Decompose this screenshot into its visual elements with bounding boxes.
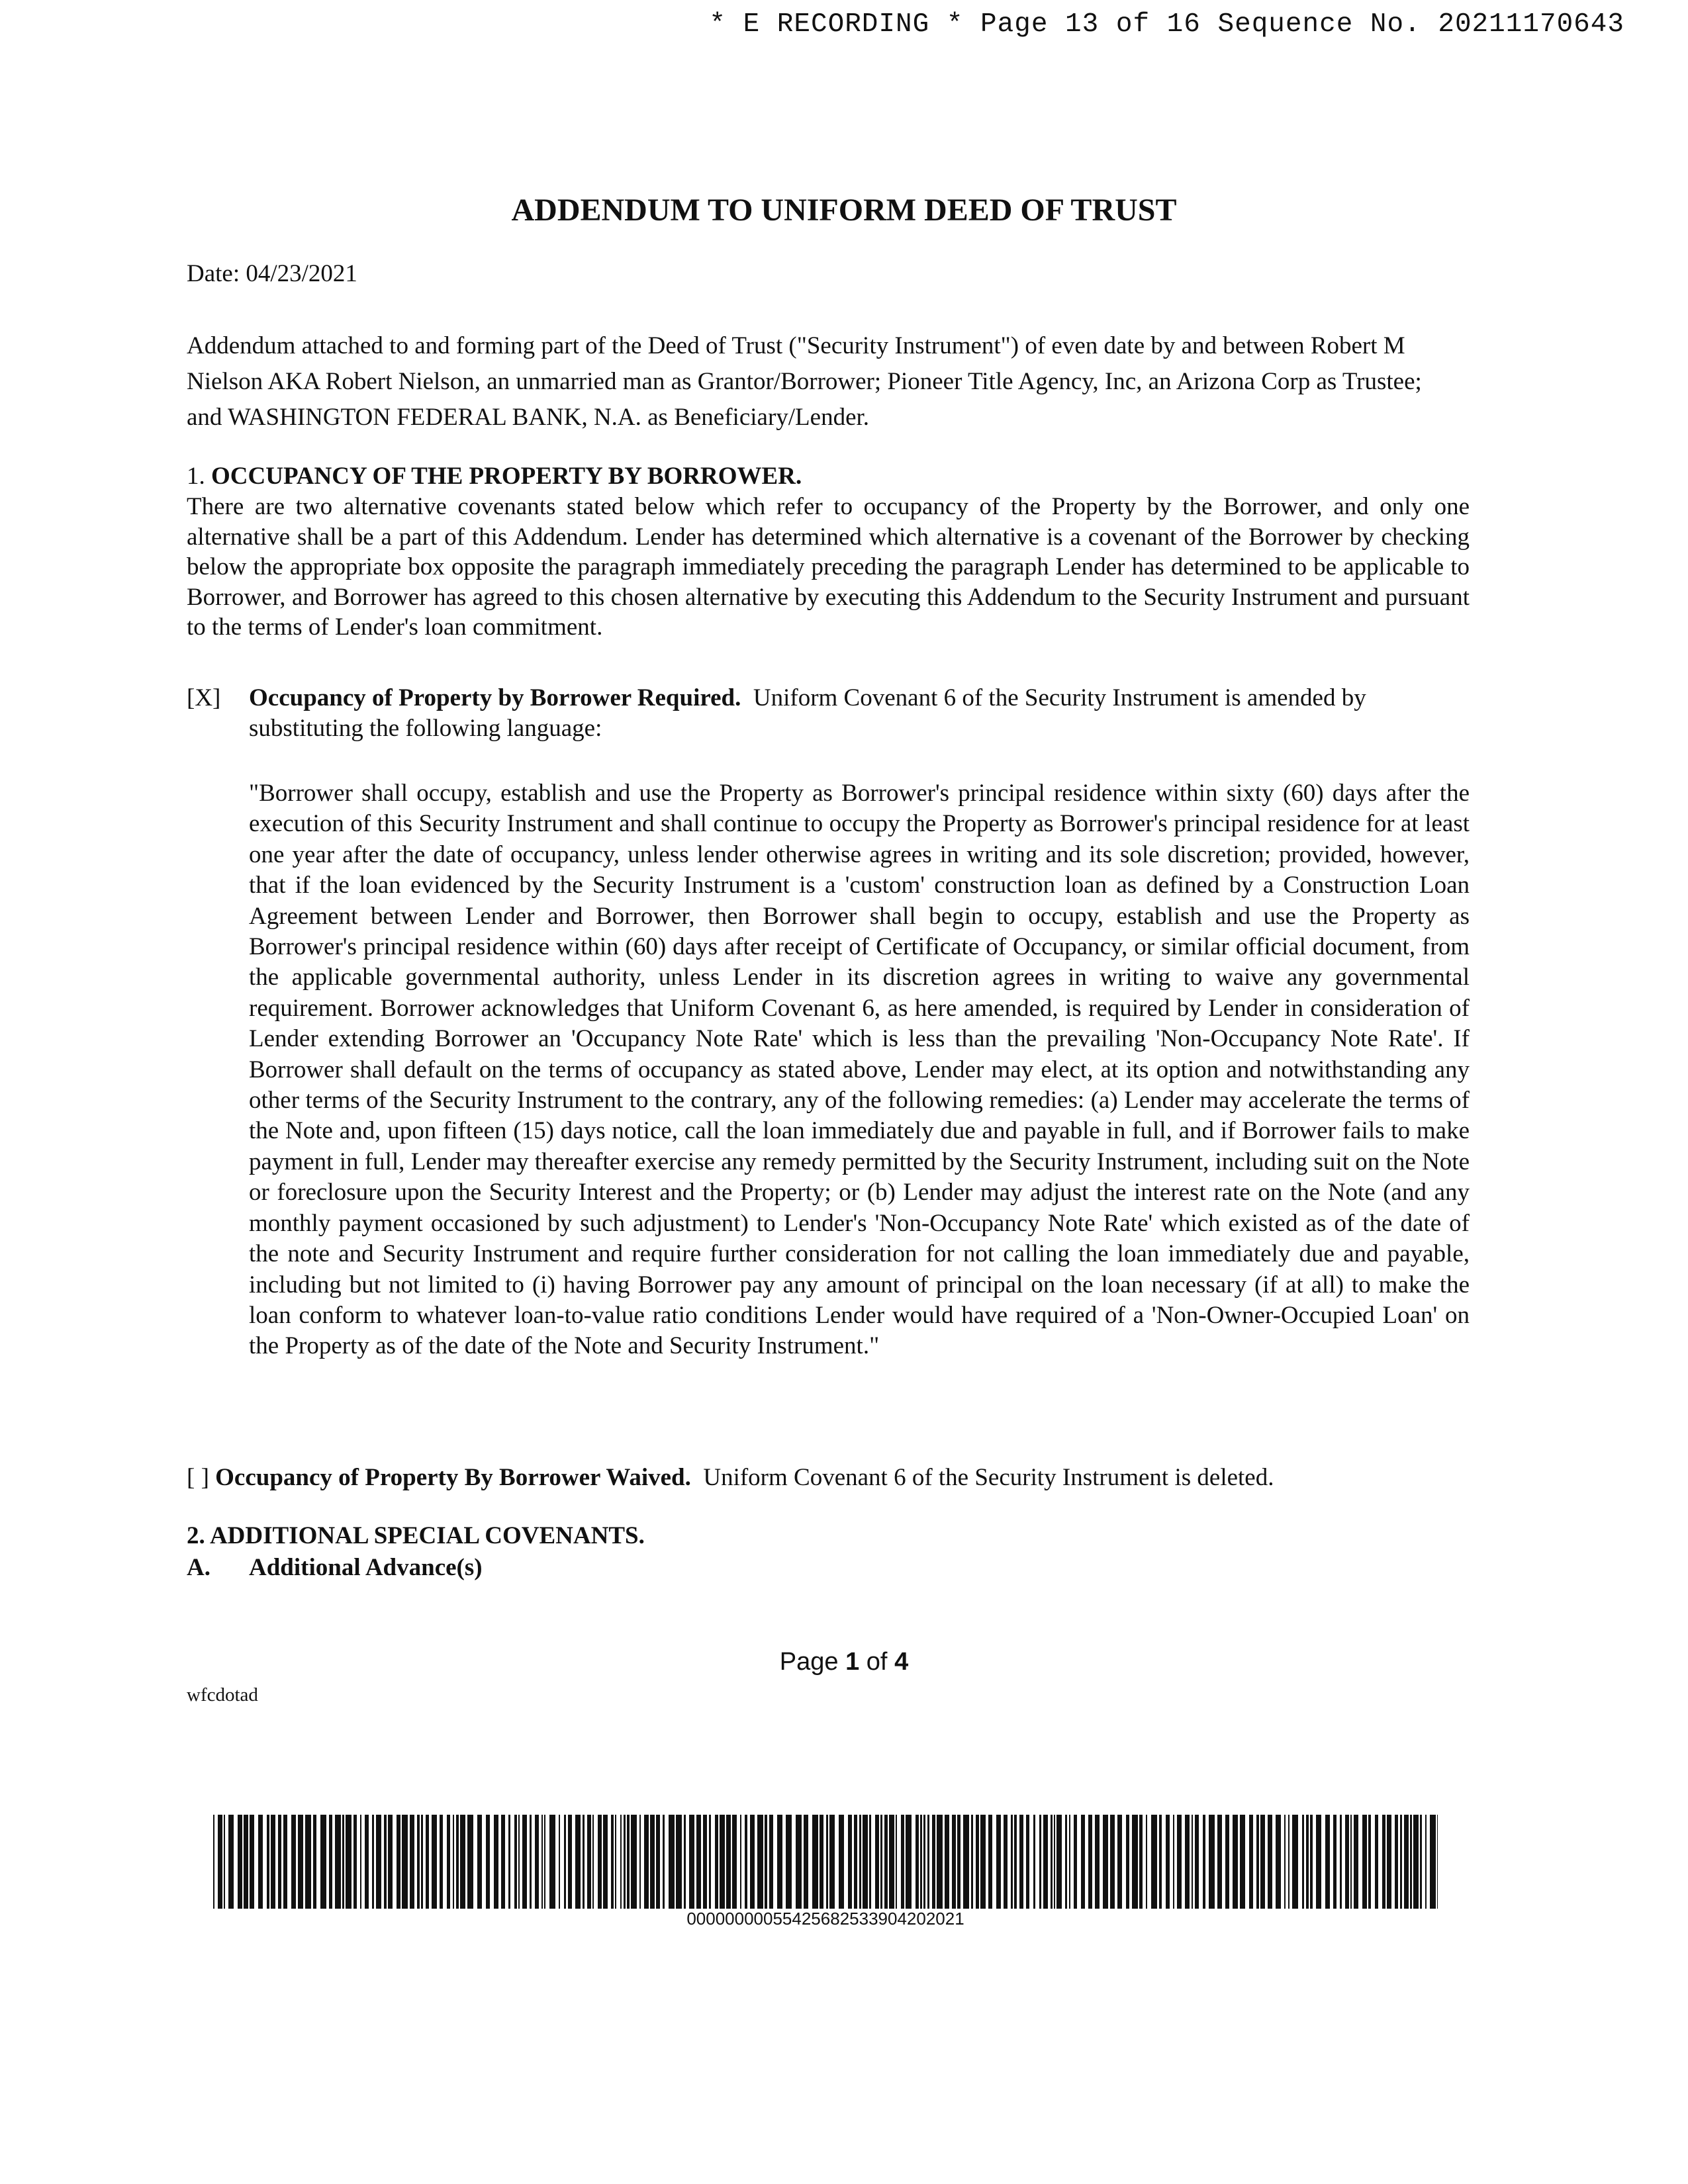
barcode-bar	[1081, 1815, 1085, 1909]
barcode-bar	[477, 1815, 482, 1909]
barcode-bar	[1173, 1815, 1174, 1909]
barcode-bar	[1420, 1815, 1422, 1909]
barcode-bar	[1425, 1815, 1427, 1909]
barcode-bar	[530, 1815, 532, 1909]
barcode-bar	[1362, 1815, 1367, 1909]
barcode-bar	[1065, 1815, 1067, 1909]
checkbox-checked: [X]	[187, 684, 221, 711]
barcode-bar	[1268, 1815, 1272, 1909]
barcode-bar	[1413, 1815, 1419, 1909]
barcode-bar	[1033, 1815, 1035, 1909]
barcode-bar	[1043, 1815, 1048, 1909]
barcode-bar	[417, 1815, 420, 1909]
amended-covenant-quote: "Borrower shall occupy, establish and use the Property as Borrower's principal residence within sixty (60) days after the execution of this Security Instrument and shall continue to occupy the Property as Borrower's principal residence for at least one year after the date of occupancy, unless lender otherwise agrees in writing and its sole discretion; provided, however, that if the loan evidenced by the Security Instrument is a 'custom' construction loan as defined by a Construction Loan Agreement between Lender and Borrower, then Borrower shall begin to occupy, establish and use the Property as Borrower's principal residence within (60) days after receipt of Certificate of Occupancy, or similar official document, from the applicable governmental authority, unless Lender in its discretion agrees in writing to waive any governmental requirement. Borrower acknowledges that Uniform Covenant 6, as here amended, is required by Lender in consideration of Lender extending Borrower an 'Occupancy Note Rate' which is less than the prevailing 'Non-Occupancy Note Rate'. If Borrower shall default on the terms of occupancy as stated above, Lender may elect, at its option and notwithstanding any other terms of the Security Instrument to the contrary, any of the following remedies: (a) Lender may accelerate the terms of the Note and, upon fifteen (15) days notice, call the loan immediately due and payable in full, and if Borrower fails to make payment in full, Lender may thereafter exercise any remedy permitted by the Security Instrument, including suit on the Note or foreclosure upon the Security Interest and the Property; or (b) Lender may adjust the interest rate on the Note (and any monthly payment occasioned by such adjustment) to Lender's 'Non-Occupancy Note Rate' which existed as of the date of the note and Security Instrument and require further consideration for not calling the loan immediately due and payable, including but not limited to (i) having Borrower pay any amount of principal on the loan necessary (if at all) to make the loan conform to whatever loan-to-value ratio conditions Lender would have required of a 'Non-Owner-Occupied Loan' on the Property as of the date of the Note and Security Instrument."	[249, 780, 1470, 1360]
barcode-bar	[1126, 1815, 1129, 1909]
barcode-bar	[884, 1815, 888, 1909]
item-a-heading: Additional Advance(s)	[249, 1554, 483, 1581]
page-prefix: Page	[779, 1648, 839, 1676]
barcode-bar	[709, 1815, 711, 1909]
barcode-bar	[1292, 1815, 1298, 1909]
barcode-bar	[1310, 1815, 1313, 1909]
barcode-bar	[1177, 1815, 1182, 1909]
barcode-bar	[587, 1815, 591, 1909]
barcode-bar	[777, 1815, 782, 1909]
barcode-bar	[514, 1815, 517, 1909]
barcode-bar	[283, 1815, 287, 1909]
barcode-bar	[583, 1815, 585, 1909]
barcode-bar	[696, 1815, 701, 1909]
barcode-bar	[859, 1815, 861, 1909]
barcode-bar	[1132, 1815, 1138, 1909]
barcode-bar	[544, 1815, 545, 1909]
barcode-bar	[684, 1815, 686, 1909]
barcode-bar	[656, 1815, 660, 1909]
barcode-bar	[1117, 1815, 1122, 1909]
barcode-bar	[353, 1815, 357, 1909]
barcode-bar	[410, 1815, 414, 1909]
barcode-bar	[564, 1815, 566, 1909]
barcode-bar	[963, 1815, 969, 1909]
recording-header: * E RECORDING * Page 13 of 16 Sequence No. 20211170643	[709, 9, 1624, 40]
barcode-bar	[624, 1815, 626, 1909]
barcode-bar	[980, 1815, 986, 1909]
barcode-bar	[384, 1815, 387, 1909]
barcode-bar	[1054, 1815, 1055, 1909]
barcode-bar	[1026, 1815, 1029, 1909]
barcode-bar	[238, 1815, 242, 1909]
barcode-bar	[644, 1815, 649, 1909]
section-1-body: There are two alternative covenants stated below which refer to occupancy of the Property by the Borrower, and only one alternative shall be a part of this Addendum. Lender has determined which alternative is a covenant of the Borrower by checking below the appropriate box opposite the paragraph immediately preceding the paragraph Lender has determined to be applicable to Borrower, and Borrower has agreed to this chosen alternative by executing this Addendum to the Security Instrument and pursuant to the terms of Lender's loan commitment.	[187, 493, 1470, 641]
barcode-bar	[1233, 1815, 1238, 1909]
barcode-bar	[224, 1815, 225, 1909]
barcode-bar	[388, 1815, 393, 1909]
barcode-bar	[1192, 1815, 1193, 1909]
barcode-bar	[720, 1815, 725, 1909]
barcode-bar	[732, 1815, 737, 1909]
barcode-bar	[335, 1815, 341, 1909]
section-1-title: OCCUPANCY OF THE PROPERTY BY BORROWER.	[211, 463, 802, 490]
barcode-bar	[432, 1815, 437, 1909]
barcode-bar	[598, 1815, 602, 1909]
barcode-bar	[863, 1815, 868, 1909]
barcode-bar	[1088, 1815, 1092, 1909]
barcode-bar	[549, 1815, 555, 1909]
barcode-bar	[508, 1815, 510, 1909]
barcode-bar	[920, 1815, 922, 1909]
barcode-bar	[1019, 1815, 1023, 1909]
barcode-bar	[889, 1815, 894, 1909]
barcode-bar	[1387, 1815, 1391, 1909]
barcode-bar	[650, 1815, 655, 1909]
barcode-bar	[1354, 1815, 1358, 1909]
barcode-bar	[365, 1815, 369, 1909]
option-waived-heading: Occupancy of Property By Borrower Waived.	[215, 1464, 691, 1491]
page-number	[0, 1648, 1688, 1676]
item-a-label: A.	[187, 1554, 211, 1581]
barcode-bar	[1195, 1815, 1199, 1909]
barcode-bar	[456, 1815, 459, 1909]
barcode-bar	[988, 1815, 992, 1909]
barcode-bar	[880, 1815, 882, 1909]
barcode-bar	[1404, 1815, 1409, 1909]
barcode-bar	[932, 1815, 935, 1909]
barcode-bar	[1288, 1815, 1289, 1909]
form-code: wfcdotad	[187, 1684, 258, 1706]
option-required-description: Uniform Covenant 6 of the Security Instrument is amended by substituting the following language:	[249, 684, 1366, 742]
barcode-bar	[1069, 1815, 1070, 1909]
barcode-bar	[804, 1815, 808, 1909]
barcode-bar	[703, 1815, 707, 1909]
barcode-bar	[786, 1815, 792, 1909]
barcode-bar	[213, 1815, 214, 1909]
barcode-bar	[447, 1815, 450, 1909]
section-2-item-a	[187, 1553, 483, 1583]
barcode-bar	[923, 1815, 925, 1909]
barcode-bar	[1395, 1815, 1398, 1909]
barcode-bar	[901, 1815, 904, 1909]
section-1-number: 1.	[187, 463, 205, 490]
barcode-bar	[620, 1815, 622, 1909]
barcode-bar	[486, 1815, 490, 1909]
barcode-bar	[603, 1815, 608, 1909]
barcode-bar	[615, 1815, 616, 1909]
barcode-bar	[976, 1815, 979, 1909]
barcode-bar	[1004, 1815, 1008, 1909]
barcode-bar	[769, 1815, 773, 1909]
barcode-bar	[927, 1815, 929, 1909]
barcode-bar	[1430, 1815, 1436, 1909]
barcode-bar	[258, 1815, 263, 1909]
barcode-bar	[757, 1815, 763, 1909]
barcode-bar	[715, 1815, 718, 1909]
section-2-heading	[187, 1521, 645, 1551]
barcode-bar	[271, 1815, 275, 1909]
barcode-bar	[957, 1815, 961, 1909]
barcode-bar	[402, 1815, 408, 1909]
barcode-bar	[1217, 1815, 1222, 1909]
barcode-bar	[494, 1815, 498, 1909]
barcode-bar	[342, 1815, 344, 1909]
barcode-bar	[906, 1815, 912, 1909]
barcode-bar	[869, 1815, 871, 1909]
barcode-bar	[1074, 1815, 1077, 1909]
option-occupancy-required	[187, 683, 1470, 744]
barcode-bar	[1209, 1815, 1215, 1909]
barcode-bar	[631, 1815, 637, 1909]
page-total: 4	[894, 1648, 909, 1676]
document-title: ADDENDUM TO UNIFORM DEED OF TRUST	[511, 193, 1177, 228]
barcode-bar	[467, 1815, 473, 1909]
barcode-bar	[1260, 1815, 1265, 1909]
barcode-bar	[559, 1815, 560, 1909]
barcode-bar	[218, 1815, 222, 1909]
barcode-bar	[820, 1815, 823, 1909]
barcode-bar	[244, 1815, 248, 1909]
barcode-bar	[1185, 1815, 1190, 1909]
barcode-bar	[937, 1815, 943, 1909]
barcode-bar	[848, 1815, 852, 1909]
barcode-bar	[1256, 1815, 1259, 1909]
barcode-bar	[1284, 1815, 1286, 1909]
barcode-bar	[627, 1815, 630, 1909]
barcode-bar	[1316, 1815, 1321, 1909]
barcode-bar	[839, 1815, 844, 1909]
barcode-bar	[1151, 1815, 1157, 1909]
barcode-bar	[1325, 1815, 1330, 1909]
barcode-bar	[1276, 1815, 1281, 1909]
barcode-bar	[945, 1815, 949, 1909]
barcode-bar	[250, 1815, 254, 1909]
barcode-bar	[518, 1815, 520, 1909]
barcode-bar	[397, 1815, 400, 1909]
barcode-bar	[1011, 1815, 1013, 1909]
barcode-bar	[971, 1815, 973, 1909]
barcode-bar	[740, 1815, 741, 1909]
barcode-bar	[1375, 1815, 1378, 1909]
barcode-bar	[1146, 1815, 1147, 1909]
barcode-bar	[1400, 1815, 1402, 1909]
barcode-bar	[1095, 1815, 1100, 1909]
barcode-bar	[1056, 1815, 1062, 1909]
barcode-bar	[875, 1815, 879, 1909]
page-current: 1	[845, 1648, 860, 1676]
barcode-bar	[1159, 1815, 1162, 1909]
barcode-bar	[1306, 1815, 1309, 1909]
barcode-bar	[426, 1815, 429, 1909]
barcode-number: 00000000055425682533904202021	[686, 1909, 964, 1929]
barcode-bar	[1345, 1815, 1349, 1909]
barcode-bar	[915, 1815, 919, 1909]
barcode-bar	[611, 1815, 614, 1909]
barcode-bar	[1051, 1815, 1053, 1909]
barcode-bar	[228, 1815, 234, 1909]
barcode-bar	[460, 1815, 465, 1909]
barcode-bar	[826, 1815, 828, 1909]
barcode-bar	[854, 1815, 857, 1909]
barcode-bar	[440, 1815, 443, 1909]
barcode-bar	[1014, 1815, 1017, 1909]
barcode	[213, 1815, 1438, 1909]
option-occupancy-waived	[187, 1463, 1274, 1493]
barcode-bar	[669, 1815, 675, 1909]
barcode-bar	[1333, 1815, 1336, 1909]
barcode-bar	[453, 1815, 454, 1909]
barcode-bar	[346, 1815, 352, 1909]
date-value: 04/23/2021	[246, 260, 357, 287]
barcode-bar	[541, 1815, 543, 1909]
barcode-bar	[1437, 1815, 1438, 1909]
barcode-bar	[501, 1815, 505, 1909]
date-line	[187, 259, 357, 288]
barcode-bar	[298, 1815, 303, 1909]
barcode-bar	[663, 1815, 665, 1909]
barcode-bar	[1110, 1815, 1115, 1909]
section-2-title: 2. ADDITIONAL SPECIAL COVENANTS.	[187, 1522, 645, 1549]
barcode-bar	[1249, 1815, 1253, 1909]
checkbox-unchecked: [ ]	[187, 1464, 209, 1491]
barcode-bar	[1139, 1815, 1143, 1909]
barcode-bar	[745, 1815, 747, 1909]
option-required-heading: Occupancy of Property by Borrower Required.	[249, 684, 741, 711]
barcode-bar	[1302, 1815, 1304, 1909]
barcode-bar	[360, 1815, 361, 1909]
barcode-bar	[765, 1815, 767, 1909]
barcode-bar	[568, 1815, 572, 1909]
option-waived-description: Uniform Covenant 6 of the Security Instrument is deleted.	[703, 1464, 1274, 1491]
barcode-bar	[829, 1815, 835, 1909]
barcode-bar	[896, 1815, 897, 1909]
page-of: of	[866, 1648, 888, 1676]
barcode-bar	[726, 1815, 731, 1909]
barcode-bar	[952, 1815, 956, 1909]
barcode-bar	[1382, 1815, 1385, 1909]
barcode-bar	[1166, 1815, 1170, 1909]
section-1-heading	[187, 461, 802, 492]
date-label: Date:	[187, 260, 240, 287]
barcode-bar	[750, 1815, 755, 1909]
barcode-bar	[812, 1815, 818, 1909]
barcode-bar	[291, 1815, 296, 1909]
intro-paragraph: Addendum attached to and forming part of the Deed of Trust ("Security Instrument") of even date by and between Robert M Nielson AKA Robert Nielson, an unmarried man as Grantor/Borrower; Pioneer Title Agency, Inc, an Arizona Corp as Trustee; and WASHINGTON FEDERAL BANK, N.A. as Beneficiary/Lender.	[187, 332, 1422, 431]
barcode-bar	[996, 1815, 1001, 1909]
barcode-bar	[278, 1815, 281, 1909]
barcode-bar	[376, 1815, 381, 1909]
barcode-bar	[535, 1815, 539, 1909]
barcode-bar	[1240, 1815, 1245, 1909]
barcode-bar	[796, 1815, 802, 1909]
barcode-bar	[313, 1815, 316, 1909]
option-required-text	[249, 683, 1470, 744]
barcode-bar	[1225, 1815, 1229, 1909]
barcode-bar	[689, 1815, 694, 1909]
barcode-bar	[1103, 1815, 1108, 1909]
barcode-bar	[1203, 1815, 1205, 1909]
barcode-bar	[592, 1815, 594, 1909]
barcode-bar	[1340, 1815, 1342, 1909]
barcode-bar	[1410, 1815, 1412, 1909]
barcode-bar	[320, 1815, 326, 1909]
barcode-bar	[639, 1815, 641, 1909]
barcode-bar	[329, 1815, 332, 1909]
barcode-bar	[1350, 1815, 1352, 1909]
barcode-bar	[305, 1815, 311, 1909]
barcode-bar	[421, 1815, 423, 1909]
barcode-bar	[267, 1815, 269, 1909]
barcode-bar	[676, 1815, 682, 1909]
barcode-bar	[372, 1815, 374, 1909]
barcode-bar	[522, 1815, 527, 1909]
barcode-bar	[1039, 1815, 1041, 1909]
barcode-bar	[575, 1815, 581, 1909]
barcode-bar	[1368, 1815, 1371, 1909]
